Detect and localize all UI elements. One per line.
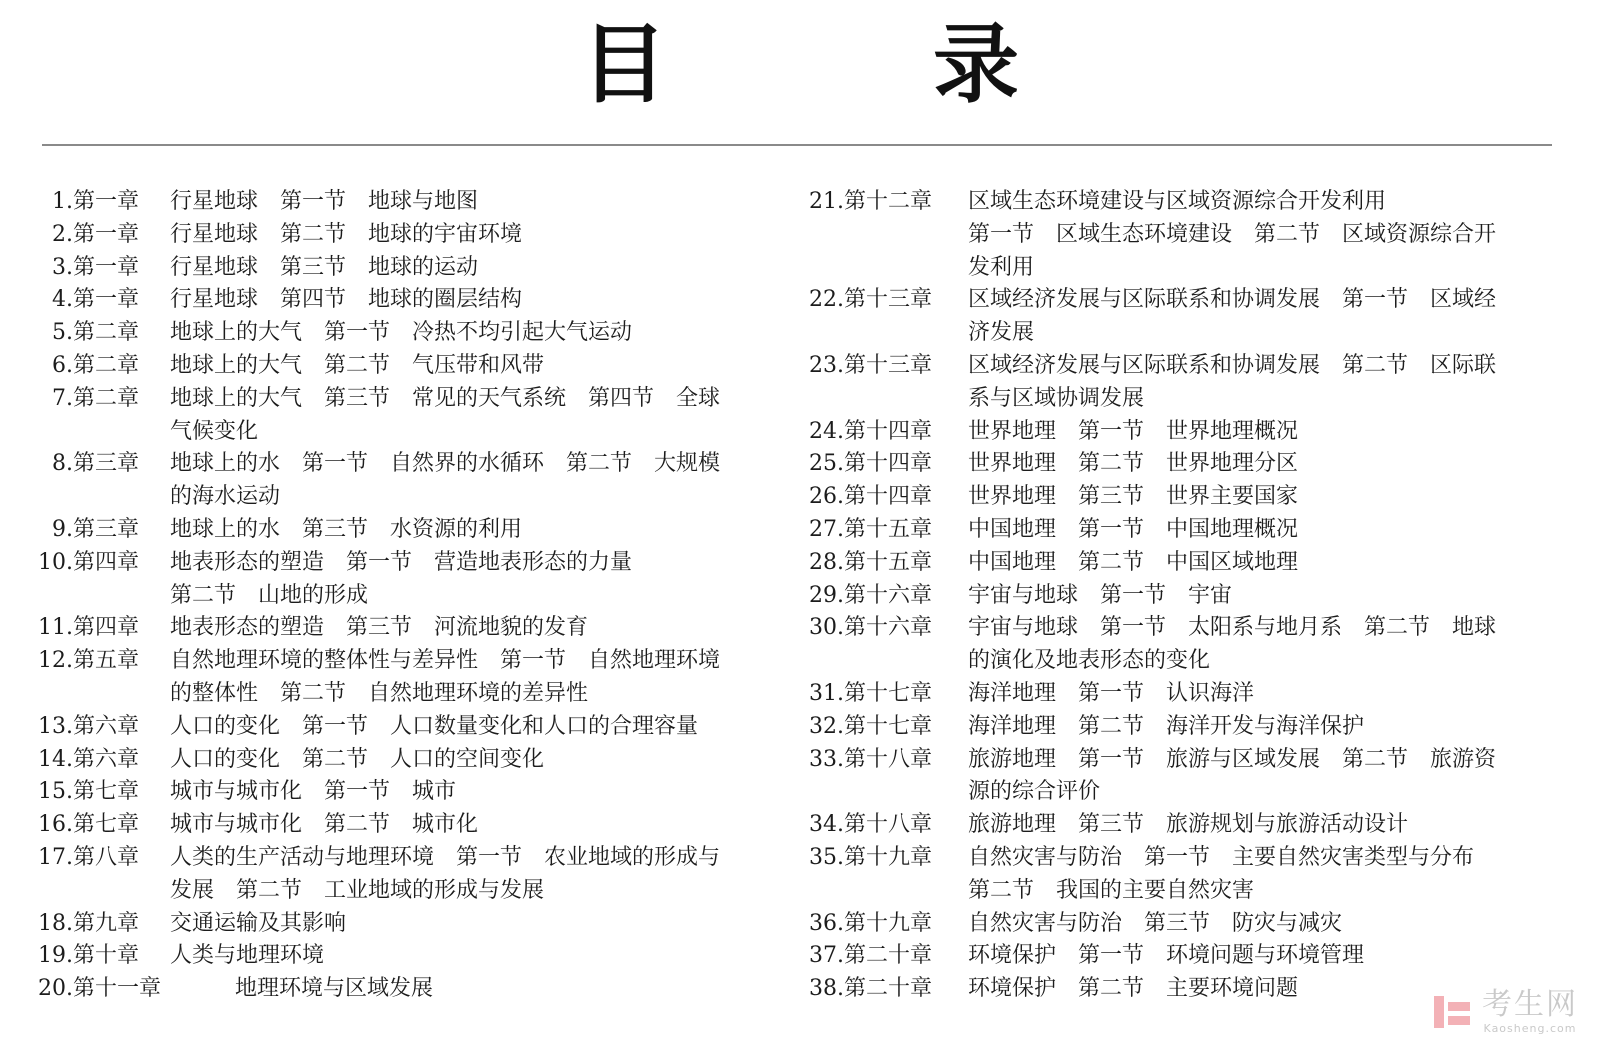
entry-sections [968,284,1560,350]
toc-entry [800,350,1560,416]
entry-section-line: 区域经济发展与区际联系和协调发展 第一节 区域经 [968,287,1497,313]
entry-sections [968,711,1560,744]
entry-chapter: 第十七章 [844,680,933,706]
entry-sections [968,940,1560,973]
entry-section-line: 发展 第二节 工业地域的形成与发展 [170,877,545,903]
entry-section-line: 人类的生产活动与地理环境 第一节 农业地域的形成与 [170,844,721,870]
toc-left-column [28,186,780,1006]
entry-section-line: 自然灾害与防治 第三节 防灾与减灾 [968,910,1343,936]
entry-sections [968,481,1560,514]
entry-section-line: 旅游地理 第三节 旅游规划与旅游活动设计 [968,812,1409,838]
entry-number: 7. [52,385,73,411]
entry-sections [170,776,780,809]
entry-section-line: 海洋地理 第一节 认识海洋 [968,680,1255,706]
entry-sections [235,973,780,1006]
entry-section-line: 自然灾害与防治 第一节 主要自然灾害类型与分布 [968,844,1475,870]
entry-sections [170,744,780,777]
entry-section-line: 的海水运动 [170,484,281,510]
entry-section-line: 济发展 [968,320,1035,346]
toc-entry [800,481,1560,514]
entry-chapter: 第十四章 [844,451,933,477]
entry-chapter: 第十八章 [844,746,933,772]
entry-number: 33. [809,746,844,772]
entry-section-line: 环境保护 第一节 环境问题与环境管理 [968,943,1365,969]
entry-chapter: 第十四章 [844,418,933,444]
toc-entry [28,809,780,842]
watermark-name: 考生网 [1482,987,1578,1022]
entry-number: 13. [38,713,73,739]
entry-section-line: 海洋地理 第二节 海洋开发与海洋保护 [968,713,1365,739]
entry-section-line: 行星地球 第一节 地球与地图 [170,189,479,214]
entry-section-line: 系与区域协调发展 [968,385,1145,411]
toc-entry [800,612,1560,678]
entry-sections [968,514,1560,547]
entry-section-line: 行星地球 第四节 地球的圈层结构 [170,287,523,313]
entry-section-line: 人口的变化 第二节 人口的空间变化 [170,746,545,772]
kaosheng-logo-icon [1430,992,1474,1032]
entry-number: 38. [809,976,844,1002]
entry-section-line: 地表形态的塑造 第三节 河流地貌的发育 [170,615,589,641]
toc-entry [28,612,780,645]
entry-section-line: 行星地球 第三节 地球的运动 [170,254,479,280]
entry-number: 3. [52,254,73,280]
entry-number: 30. [809,615,844,641]
entry-chapter: 第十章 [73,943,140,969]
toc-right-column [800,186,1560,1006]
toc-entry [28,776,780,809]
entry-chapter: 第三章 [73,516,140,542]
entry-section-line: 中国地理 第一节 中国地理概况 [968,516,1299,542]
entry-section-line: 旅游地理 第一节 旅游与区域发展 第二节 旅游资 [968,746,1497,772]
entry-number: 10. [38,549,73,575]
entry-sections [170,317,780,350]
entry-number: 15. [38,779,73,805]
toc-entry [28,317,780,350]
toc-entry [28,514,780,547]
entry-section-line: 人口的变化 第一节 人口数量变化和人口的合理容量 [170,713,699,739]
entry-sections [170,645,780,711]
entry-number: 28. [809,549,844,575]
toc-entry [28,711,780,744]
entry-section-line: 交通运输及其影响 [170,910,347,936]
entry-section-line: 第一节 区域生态环境建设 第二节 区域资源综合开 [968,221,1497,247]
entry-number: 12. [38,648,73,674]
entry-chapter: 第四章 [73,549,140,575]
toc-entry [28,186,780,219]
entry-sections [968,580,1560,613]
entry-section-line: 第二节 山地的形成 [170,582,369,608]
entry-section-line: 地球上的大气 第三节 常见的天气系统 第四节 全球 [170,385,721,411]
entry-chapter: 第十九章 [844,844,933,870]
entry-chapter: 第十六章 [844,615,933,641]
entry-sections [170,940,780,973]
entry-section-line: 地球上的大气 第二节 气压带和风带 [170,352,545,378]
entry-section-line: 源的综合评价 [968,779,1101,805]
entry-sections [968,678,1560,711]
entry-section-line: 城市与城市化 第一节 城市 [170,779,457,805]
toc-entry [800,940,1560,973]
watermark-url: Kaosheng.com [1483,1022,1577,1035]
entry-sections [968,547,1560,580]
entry-sections [968,416,1560,449]
title-divider [42,144,1552,146]
toc-entry [800,514,1560,547]
entry-sections [170,547,780,613]
entry-section-line: 城市与城市化 第二节 城市化 [170,812,479,838]
entry-sections [968,908,1560,941]
entry-number: 16. [38,812,73,838]
entry-chapter: 第二章 [73,320,140,346]
entry-section-line: 第二节 我国的主要自然灾害 [968,877,1255,903]
entry-number: 32. [809,713,844,739]
toc-entry [800,284,1560,350]
entry-section-line: 世界地理 第三节 世界主要国家 [968,484,1299,510]
entry-number: 17. [38,844,73,870]
entry-chapter: 第七章 [73,812,140,838]
toc-entry [800,416,1560,449]
entry-number: 25. [809,451,844,477]
entry-sections [170,383,780,449]
toc-entry [800,448,1560,481]
entry-chapter: 第十七章 [844,713,933,739]
toc-entry [800,809,1560,842]
entry-number: 23. [809,352,844,378]
watermark [1430,987,1578,1035]
entry-sections [968,612,1560,678]
entry-section-line: 的整体性 第二节 自然地理环境的差异性 [170,680,589,706]
entry-sections [968,186,1560,284]
entry-number: 29. [809,582,844,608]
entry-sections [170,219,780,252]
entry-chapter: 第十四章 [844,484,933,510]
entry-number: 14. [38,746,73,772]
toc-entry [28,448,780,514]
toc-entry [800,186,1560,284]
toc-entry [800,842,1560,908]
entry-chapter: 第四章 [73,615,140,641]
entry-chapter: 第七章 [73,779,140,805]
toc-entry [28,284,780,317]
entry-section-line: 地理环境与区域发展 [235,976,434,1002]
entry-section-line: 人类与地理环境 [170,943,325,969]
entry-section-line: 气候变化 [170,418,259,444]
entry-sections [170,252,780,285]
entry-chapter: 第一章 [73,189,140,214]
entry-chapter: 第二章 [73,352,140,378]
entry-chapter: 第十八章 [844,812,933,838]
entry-number: 20. [38,976,73,1002]
entry-chapter: 第十二章 [844,189,933,214]
entry-section-line: 世界地理 第二节 世界地理分区 [968,451,1299,477]
entry-sections [968,448,1560,481]
entry-chapter: 第十三章 [844,352,933,378]
toc-entry [800,908,1560,941]
entry-chapter: 第十一章 [73,976,162,1002]
entry-sections [170,186,780,219]
entry-chapter: 第十五章 [844,516,933,542]
entry-section-line: 地球上的大气 第一节 冷热不均引起大气运动 [170,320,633,346]
toc-entry [28,252,780,285]
entry-section-line: 区域经济发展与区际联系和协调发展 第二节 区际联 [968,352,1497,378]
entry-section-line: 行星地球 第二节 地球的宇宙环境 [170,221,523,247]
toc-entry [800,744,1560,810]
entry-chapter: 第十六章 [844,582,933,608]
entry-number: 4. [52,287,73,313]
entry-section-line: 宇宙与地球 第一节 宇宙 [968,582,1233,608]
toc-entry [28,908,780,941]
toc-entry [28,350,780,383]
entry-number: 24. [809,418,844,444]
entry-number: 34. [809,812,844,838]
entry-chapter: 第一章 [73,254,140,280]
entry-chapter: 第三章 [73,451,140,477]
page-title: 目 录 [581,14,1109,115]
entry-section-line: 中国地理 第二节 中国区域地理 [968,549,1299,575]
entry-section-line: 的演化及地表形态的变化 [968,648,1211,674]
entry-chapter: 第十三章 [844,287,933,313]
entry-sections [170,284,780,317]
entry-section-line: 地球上的水 第三节 水资源的利用 [170,516,523,542]
entry-sections [170,809,780,842]
entry-number: 9. [52,516,73,542]
entry-number: 27. [809,516,844,542]
entry-chapter: 第一章 [73,221,140,247]
toc-entry [800,580,1560,613]
entry-sections [170,842,780,908]
entry-chapter: 第二十章 [844,976,933,1002]
entry-number: 26. [809,484,844,510]
entry-section-line: 自然地理环境的整体性与差异性 第一节 自然地理环境 [170,648,721,674]
entry-chapter: 第八章 [73,844,140,870]
entry-section-line: 环境保护 第二节 主要环境问题 [968,976,1299,1002]
entry-chapter: 第二章 [73,385,140,411]
entry-sections [170,350,780,383]
entry-sections [170,711,780,744]
entry-section-line: 世界地理 第一节 世界地理概况 [968,418,1299,444]
entry-sections [968,350,1560,416]
entry-chapter: 第一章 [73,287,140,313]
entry-sections [170,448,780,514]
entry-number: 2. [52,221,73,247]
entry-sections [968,744,1560,810]
entry-chapter: 第九章 [73,910,140,936]
entry-number: 18. [38,910,73,936]
toc-entry [28,383,780,449]
toc-entry [800,678,1560,711]
entry-number: 11. [38,615,73,641]
entry-number: 6. [52,352,73,378]
entry-sections [968,842,1560,908]
toc-entry [28,547,780,613]
entry-chapter: 第六章 [73,746,140,772]
entry-sections [968,809,1560,842]
toc-entry [28,842,780,908]
entry-number: 35. [809,844,844,870]
entry-number: 8. [52,451,73,477]
entry-sections [170,908,780,941]
toc-entry [28,744,780,777]
toc-entry [28,645,780,711]
entry-section-line: 宇宙与地球 第一节 太阳系与地月系 第二节 地球 [968,615,1497,641]
entry-chapter: 第十九章 [844,910,933,936]
entry-chapter: 第十五章 [844,549,933,575]
entry-number: 37. [809,943,844,969]
entry-chapter: 第五章 [73,648,140,674]
toc-entry [28,940,780,973]
entry-section-line: 区域生态环境建设与区域资源综合开发利用 [968,189,1387,214]
entry-section-line: 发利用 [968,254,1035,280]
toc-entry [28,973,780,1006]
toc-entry [800,711,1560,744]
entry-section-line: 地球上的水 第一节 自然界的水循环 第二节 大规模 [170,451,721,477]
toc-entry [28,219,780,252]
entry-number: 1. [52,189,73,214]
toc-entry [800,547,1560,580]
entry-number: 36. [809,910,844,936]
entry-number: 5. [52,320,73,346]
entry-number: 19. [38,943,73,969]
entry-section-line: 地表形态的塑造 第一节 营造地表形态的力量 [170,549,633,575]
entry-chapter: 第二十章 [844,943,933,969]
entry-sections [170,514,780,547]
entry-number: 22. [809,287,844,313]
entry-number: 31. [809,680,844,706]
entry-number: 21. [809,189,844,214]
entry-sections [170,612,780,645]
entry-chapter: 第六章 [73,713,140,739]
